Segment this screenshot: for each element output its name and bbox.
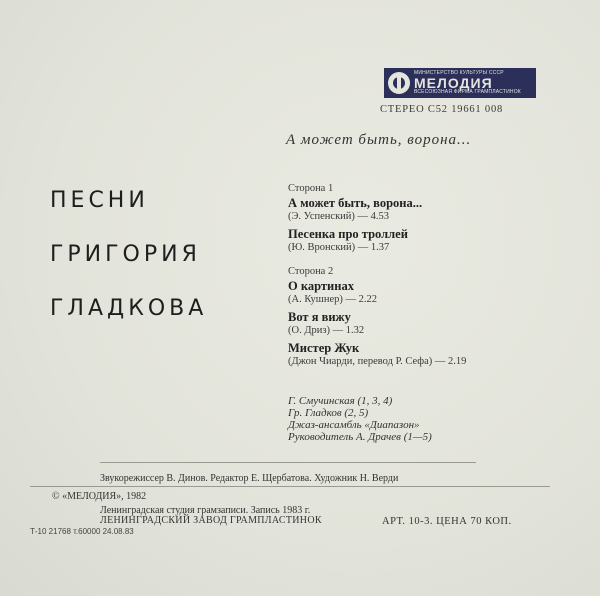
title-line-2: ГРИГОРИЯ xyxy=(50,242,201,267)
track-list xyxy=(288,183,588,372)
title-line-1: ПЕСНИ xyxy=(50,188,149,213)
print-code: Т-10 21768 т.60000 24.08.83 xyxy=(30,527,134,536)
price-info: АРТ. 10-3. ЦЕНА 70 КОП. xyxy=(382,516,512,527)
logo-line2: ВСЕСОЮЗНАЯ ФИРМА ГРАМПЛАСТИНОК xyxy=(414,89,521,95)
divider xyxy=(30,486,550,487)
melodiya-logo-icon xyxy=(388,72,410,94)
track-credit: (Джон Чиарди, перевод Р. Сефа) — 2.19 xyxy=(288,356,467,367)
track-title: Вот я вижу xyxy=(288,310,351,324)
divider xyxy=(100,462,476,463)
melodiya-logo xyxy=(384,68,536,98)
track-credit: (Э. Успенский) — 4.53 xyxy=(288,211,390,222)
track-credit: (А. Кушнер) — 2.22 xyxy=(288,294,378,305)
track-title: А может быть, ворона... xyxy=(288,196,423,210)
production-credits: Звукорежиссер В. Динов. Редактор Е. Щербатова. Художник Н. Верди xyxy=(100,473,399,484)
logo-line1: МИНИСТЕРСТВО КУЛЬТУРЫ СССР xyxy=(414,70,504,76)
catalog-number: СТЕРЕО С52 19661 008 xyxy=(380,104,504,115)
side-2-label: Сторона 2 xyxy=(288,266,334,277)
manufacturing-plant: ЛЕНИНГРАДСКИЙ ЗАВОД ГРАМПЛАСТИНОК xyxy=(100,515,322,526)
title-line-3: ГЛАДКОВА xyxy=(50,296,208,321)
logo-brand: МЕЛОДИЯ xyxy=(414,75,493,91)
logo-text xyxy=(414,71,521,95)
performer-line: Г. Смучинская (1, 3, 4) xyxy=(288,395,393,407)
track-title: Мистер Жук xyxy=(288,341,360,355)
copyright: © «МЕЛОДИЯ», 1982 xyxy=(52,491,147,502)
track-credit: (О. Дриз) — 1.32 xyxy=(288,325,365,336)
side-1-label: Сторона 1 xyxy=(288,183,334,194)
performer-line: Джаз-ансамбль «Диапазон» xyxy=(288,419,420,431)
performers xyxy=(288,395,432,443)
studio-info: Ленинградская студия грамзаписи. Запись 1983 г. xyxy=(100,505,311,516)
track-credit: (Ю. Вронский) — 1.37 xyxy=(288,242,390,253)
track-title: Песенка про троллей xyxy=(288,227,408,241)
performer-line: Гр. Гладков (2, 5) xyxy=(288,407,369,419)
track-title: О картинах xyxy=(288,279,354,293)
performer-line: Руководитель А. Драчев (1—5) xyxy=(288,431,432,443)
album-subtitle: А может быть, ворона... xyxy=(286,132,472,148)
